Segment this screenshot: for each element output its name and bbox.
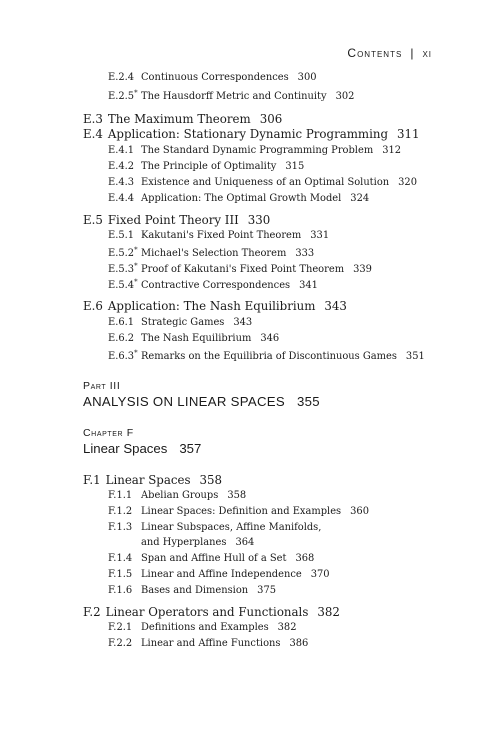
starred-mark: * [134,262,138,270]
subsection-page: 300 [297,72,317,83]
toc-subsection-f13-continued[interactable]: and Hyperplanes 364 [141,537,255,548]
toc-subsection-e63[interactable]: E.6.3* Remarks on the Equilibria of Discontinuous Games 351 [108,349,425,362]
toc-section-e6[interactable]: E.6 Application: The Nash Equilibrium 343 [83,299,347,313]
toc-subsection-f21[interactable]: F.2.1 Definitions and Examples 382 [108,622,297,633]
toc-subsection-f13[interactable]: F.1.3 Linear Subspaces, Affine Manifolds, [108,522,322,533]
toc-subsection-e53[interactable]: E.5.3* Proof of Kakutani's Fixed Point Theorem 339 [108,262,372,275]
header-page-number: xi [422,46,432,60]
toc-subsection-f16[interactable]: F.1.6 Bases and Dimension 375 [108,585,277,596]
toc-section-f2[interactable]: F.2 Linear Operators and Functionals 382 [83,605,340,619]
header-divider: | [410,46,415,60]
section-title: Application: Stationary Dynamic Programming [107,127,389,141]
subsection-title: The Hausdorff Metric and Continuity [141,91,327,102]
toc-subsection-f22[interactable]: F.2.2 Linear and Affine Functions 386 [108,638,309,649]
header-section: Contents [347,46,403,60]
subsection-page: 302 [335,91,355,102]
section-number: E.3 [83,112,103,126]
toc-subsection-e41[interactable]: E.4.1 The Standard Dynamic Programming Problem 312 [108,145,402,156]
starred-mark: * [134,349,138,357]
section-number: E.4 [83,127,103,141]
starred-mark: * [134,246,138,254]
toc-section-e5[interactable]: E.5 Fixed Point Theory III 330 [83,213,271,227]
toc-subsection-e43[interactable]: E.4.3 Existence and Uniqueness of an Optimal Solution 320 [108,177,417,188]
toc-subsection-e44[interactable]: E.4.4 Application: The Optimal Growth Model 324 [108,193,370,204]
toc-subsection-f11[interactable]: F.1.1 Abelian Groups 358 [108,490,247,501]
toc-subsection-e61[interactable]: E.6.1 Strategic Games 343 [108,317,253,328]
toc-subsection-e24[interactable] [108,72,317,83]
chapter-label: Chapter F [83,427,134,439]
running-header [347,46,432,60]
section-page: 306 [259,112,283,126]
toc-subsection-e51[interactable]: E.5.1 Kakutani's Fixed Point Theorem 331 [108,230,330,241]
toc-section-f1[interactable]: F.1 Linear Spaces 358 [83,473,223,487]
toc-chapter-title[interactable] [83,441,201,456]
toc-section-e3[interactable] [83,112,282,126]
subsection-number: E.2.5* [108,89,138,102]
toc-subsection-e42[interactable]: E.4.2 The Principle of Optimality 315 [108,161,305,172]
toc-section-e4[interactable] [83,127,420,141]
toc-subsection-f14[interactable]: F.1.4 Span and Affine Hull of a Set 368 [108,553,315,564]
toc-part-title[interactable] [83,394,320,409]
toc-subsection-f12[interactable]: F.1.2 Linear Spaces: Definition and Examples 360 [108,506,369,517]
starred-mark: * [134,278,138,286]
section-title: The Maximum Theorem [107,112,251,126]
toc-subsection-e52[interactable]: E.5.2* Michael's Selection Theorem 333 [108,246,315,259]
toc-subsection-e25[interactable] [108,89,354,102]
part-label: Part III [83,380,121,392]
chapter-title: Linear Spaces [83,441,168,456]
subsection-title: Continuous Correspondences [141,72,289,83]
section-page: 311 [397,127,420,141]
part-title: ANALYSIS ON LINEAR SPACES [83,394,285,409]
subsection-number: E.2.4 [108,72,135,83]
part-page: 355 [296,394,320,409]
toc-subsection-f15[interactable]: F.1.5 Linear and Affine Independence 370 [108,569,330,580]
toc-subsection-e54[interactable]: E.5.4* Contractive Correspondences 341 [108,278,318,291]
starred-mark: * [134,89,138,97]
toc-subsection-e62[interactable]: E.6.2 The Nash Equilibrium 346 [108,333,280,344]
chapter-page: 357 [179,441,202,456]
